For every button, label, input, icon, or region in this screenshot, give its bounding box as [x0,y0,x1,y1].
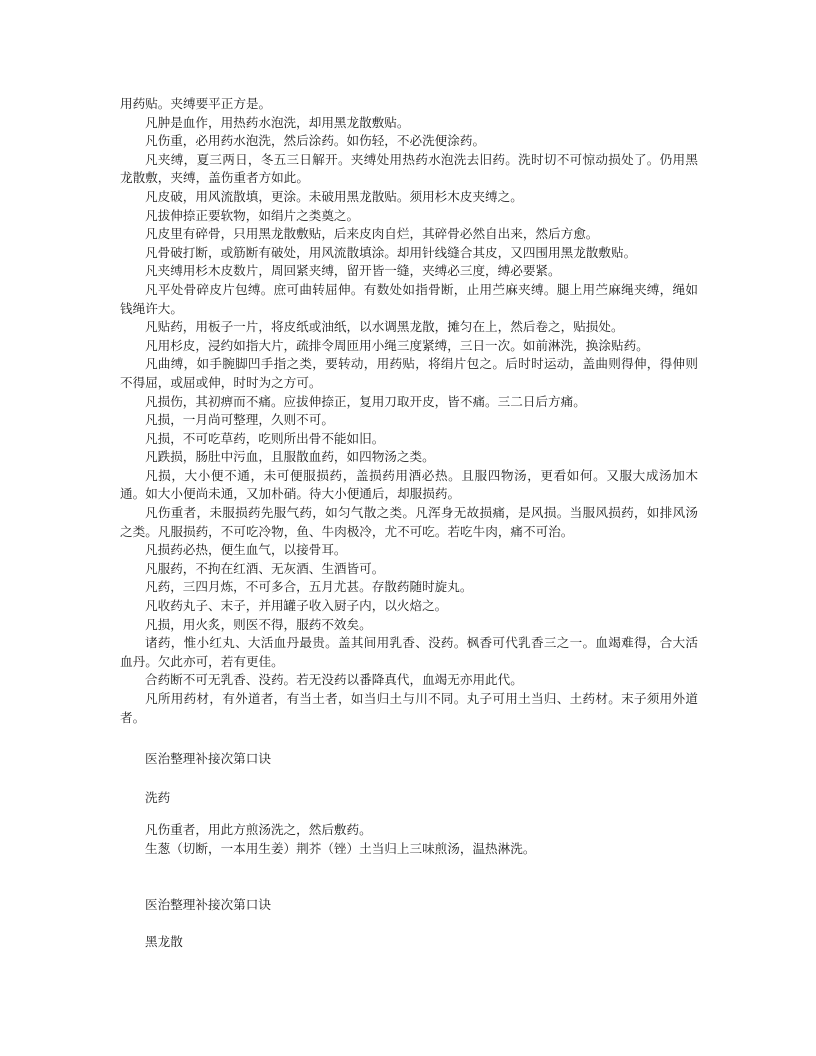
paragraph: 凡肿是血作，用热药水泡洗，却用黑龙散敷贴。 [145,114,410,130]
paragraph: 凡收药丸子、末子，并用罐子收入厨子内，以火焙之。 [145,598,448,614]
section-heading: 医治整理补接次第口诀 [145,897,271,912]
paragraph: 凡骨破打断，或筋断有破处，用风流散填涂。却用针线缝合其皮，又四围用黑龙散敷贴。 [145,244,637,260]
paragraph: 凡伤重者，未服损药先服气药，如匀气散之类。凡浑身无故损痛，是风损。当服风损药，如排风汤之类。凡服损药，不可吃冷物，鱼、牛肉极冷，尤不可吃。若吃牛肉，痛不可治。 [120,505,698,539]
paragraph: 凡跌损，肠肚中污血，且服散血药，如四物汤之类。 [145,449,435,465]
paragraph: 凡损药必热，便生血气，以接骨耳。 [145,542,347,558]
paragraph: 合药断不可无乳香、没药。若无没药以番降真代，血竭无亦用此代。 [145,672,523,688]
paragraph: 凡服药，不拘在红酒、无灰酒、生酒皆可。 [145,560,385,576]
section-subheading: 洗药 [145,790,171,805]
paragraph: 凡损，一月尚可整理，久则不可。 [145,412,334,428]
paragraph: 用药贴。夹缚要平正方是。 [120,96,272,111]
paragraph: 诸药，惟小红丸、大活血丹最贵。盖其间用乳香、没药。枫香可代乳香三之一。血竭难得，合大活血丹。欠此亦可，若有更佳。 [120,635,698,669]
paragraph: 凡拔伸捺正要软物，如绢片之类奠之。 [145,207,360,223]
paragraph: 凡夹缚，夏三两日，冬五三日解开。夹缚处用热药水泡洗去旧药。洗时切不可惊动损处了。仍用黑龙散敷，夹缚，盖伤重者方如此。 [120,151,698,186]
paragraph: 凡贴药，用板子一片，将皮纸或油纸，以水调黑龙散，摊匀在上，然后卷之，贴损处。 [145,319,624,335]
paragraph: 凡损，不可吃草药，吃则所出骨不能如旧。 [145,430,385,446]
paragraph: 凡夹缚用杉木皮数片，周回紧夹缚，留开皆一缝，夹缚必三度，缚必要紧。 [145,263,561,279]
paragraph: 凡药，三四月炼，不可多合，五月尤甚。存散药随时旋丸。 [145,579,473,595]
paragraph: 凡曲缚，如手腕脚凹手指之类，要转动，用药贴，将绢片包之。后时时运动，盖曲则得伸，得伸则不得屈，或屈或伸，时时为之方可。 [120,356,698,390]
paragraph: 凡皮破，用风流散填，更涂。未破用黑龙散贴。须用杉木皮夹缚之。 [145,188,523,204]
paragraph: 凡皮里有碎骨，只用黑龙散敷贴，后来皮肉自烂，其碎骨必然自出来，然后方愈。 [145,226,599,242]
paragraph: 凡伤重，必用药水泡洗，然后涂药。如伤轻，不必洗便涂药。 [145,133,486,149]
body-text [120,95,698,727]
section-text [120,821,698,858]
paragraph: 凡所用药材，有外道者，有当土者，如当归土与川不同。丸子可用土当归、土药材。末子须用外道者。 [120,691,698,725]
paragraph: 凡损，大小便不通，未可便服损药，盖损药用酒必热。且服四物汤，更看如何。又服大成汤加木通。如大小便尚未通，又加朴硝。待大小便通后，却服损药。 [120,467,698,502]
paragraph: 生葱（切断，一本用生姜）荆芥（锉）土当归上三味煎汤，温热淋洗。 [145,840,536,856]
paragraph: 凡伤重者，用此方煎汤洗之，然后敷药。 [145,822,372,837]
paragraph: 凡损伤，其初痹而不痛。应拔伸捺正，复用刀取开皮，皆不痛。三二日后方痛。 [145,393,586,409]
paragraph: 凡损，用火炙，则医不得，服药不效矣。 [145,616,372,632]
paragraph: 凡用杉皮，浸约如指大片，疏排令周匝用小绳三度紧缚，三日一次。如前淋洗，换涂贴药。 [145,337,649,353]
section-heading: 医治整理补接次第口诀 [145,751,271,766]
paragraph: 凡平处骨碎皮片包缚。庶可曲转屈伸。有数处如指骨断，止用苎麻夹缚。腿上用苎麻绳夹缚，绳如钱绳许大。 [120,281,698,316]
section-subheading: 黑龙散 [145,934,183,949]
